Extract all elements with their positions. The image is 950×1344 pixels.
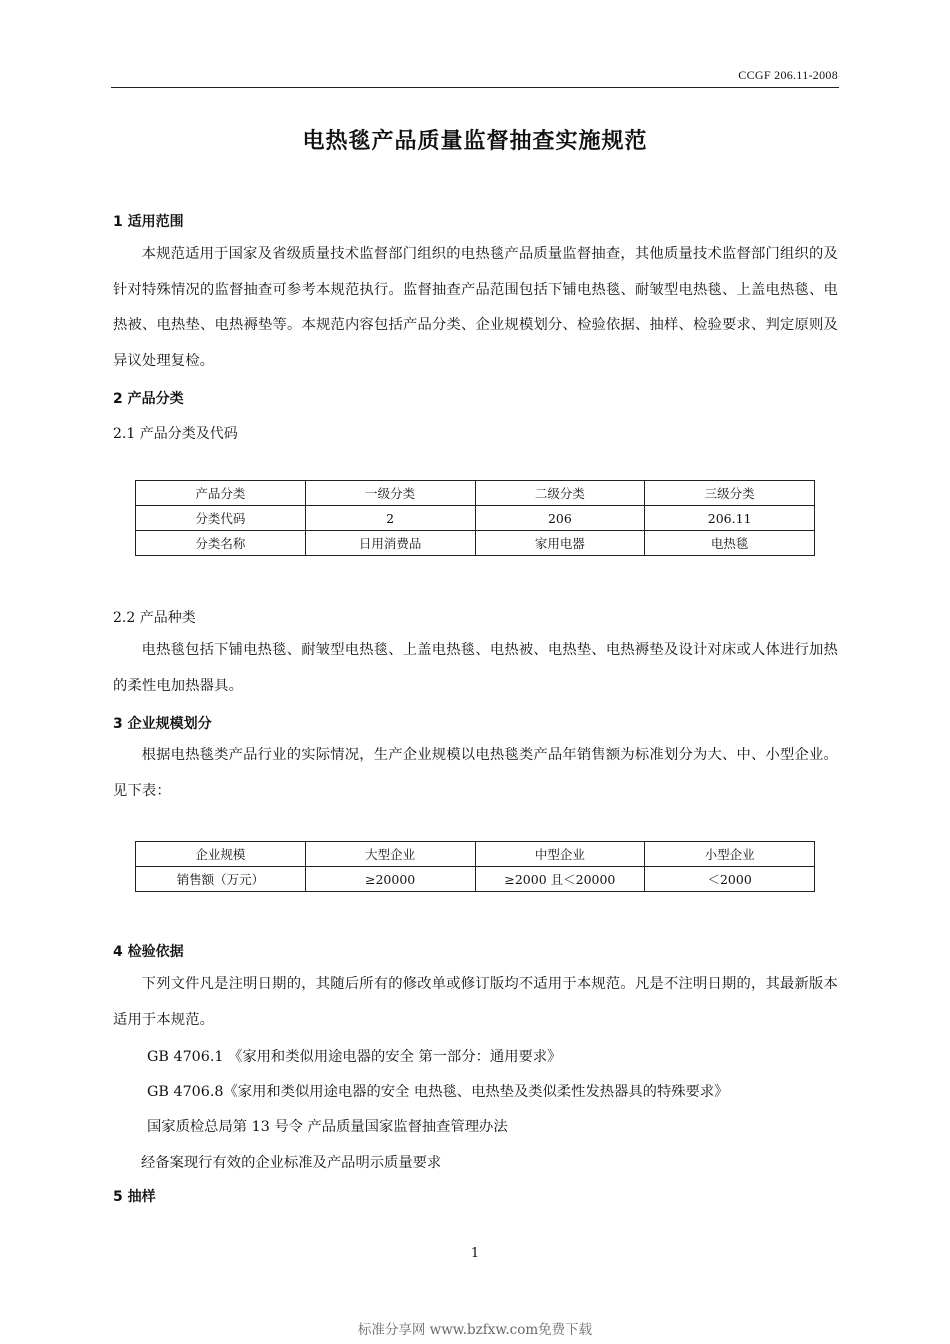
section-2-1-heading: 2.1 产品分类及代码 <box>113 426 238 442</box>
table-row <box>136 481 815 506</box>
reference-item: GB 4706.8《家用和类似用途电器的安全 电热毯、电热垫及类似柔性发热器具的特殊要求》 <box>147 1084 729 1100</box>
table-cell: ＜2000 <box>645 867 815 892</box>
section-4-heading: 4 检验依据 <box>113 944 184 960</box>
classification-table <box>135 480 815 556</box>
table-cell: 2 <box>305 506 475 531</box>
table-cell: 二级分类 <box>475 481 645 506</box>
table-cell: 销售额（万元） <box>136 867 306 892</box>
table-cell: ≥2000 且＜20000 <box>475 867 645 892</box>
table-row <box>136 506 815 531</box>
table-cell: 一级分类 <box>305 481 475 506</box>
table-cell: 206 <box>475 506 645 531</box>
section-1-heading: 1 适用范围 <box>113 214 184 230</box>
table-row <box>136 531 815 556</box>
table-cell: ≥20000 <box>305 867 475 892</box>
reference-item: 经备案现行有效的企业标准及产品明示质量要求 <box>141 1155 442 1171</box>
enterprise-scale-table <box>135 841 815 892</box>
section-3-paragraph: 根据电热毯类产品行业的实际情况，生产企业规模以电热毯类产品年销售额为标准划分为大、中、小型企业。见下表： <box>113 747 838 799</box>
section-2-2-paragraph: 电热毯包括下铺电热毯、耐皱型电热毯、上盖电热毯、电热被、电热垫、电热褥垫及设计对床或人体进行加热的柔性电加热器具。 <box>113 642 838 694</box>
section-2-heading: 2 产品分类 <box>113 391 184 407</box>
reference-item: 国家质检总局第 13 号令 产品质量国家监督抽查管理办法 <box>147 1119 508 1135</box>
table-cell: 家用电器 <box>475 531 645 556</box>
table-row <box>136 842 815 867</box>
table-cell: 中型企业 <box>475 842 645 867</box>
document-title: 电热毯产品质量监督抽查实施规范 <box>302 129 648 154</box>
footer-watermark: 标准分享网 www.bzfxw.com免费下载 <box>357 1322 593 1338</box>
section-5-heading: 5 抽样 <box>113 1189 156 1205</box>
page-number: 1 <box>470 1246 480 1261</box>
table-cell: 大型企业 <box>305 842 475 867</box>
table-cell: 企业规模 <box>136 842 306 867</box>
header-rule <box>111 87 839 88</box>
table-cell: 产品分类 <box>136 481 306 506</box>
table-row <box>136 867 815 892</box>
table-cell: 三级分类 <box>645 481 815 506</box>
table-cell: 小型企业 <box>645 842 815 867</box>
section-1-paragraph: 本规范适用于国家及省级质量技术监督部门组织的电热毯产品质量监督抽查，其他质量技术监督部门组织的及针对特殊情况的监督抽查可参考本规范执行。监督抽查产品范围包括下铺电热毯、耐皱型电热毯、上盖电热毯、电热被、电热垫、电热褥垫等。本规范内容包括产品分类、企业规模划分、检验依据、抽样、检验要求、判定原则及异议处理复检。 <box>113 246 838 369</box>
table-cell: 206.11 <box>645 506 815 531</box>
document-code: CCGF 206.11-2008 <box>738 68 838 82</box>
table-cell: 分类代码 <box>136 506 306 531</box>
table-cell: 日用消费品 <box>305 531 475 556</box>
section-2-2-heading: 2.2 产品种类 <box>113 610 196 626</box>
section-3-heading: 3 企业规模划分 <box>113 716 212 732</box>
reference-item: GB 4706.1 《家用和类似用途电器的安全 第一部分：通用要求》 <box>147 1049 562 1065</box>
table-cell: 电热毯 <box>645 531 815 556</box>
table-cell: 分类名称 <box>136 531 306 556</box>
section-4-paragraph: 下列文件凡是注明日期的，其随后所有的修改单或修订版均不适用于本规范。凡是不注明日期的，其最新版本适用于本规范。 <box>113 976 838 1028</box>
